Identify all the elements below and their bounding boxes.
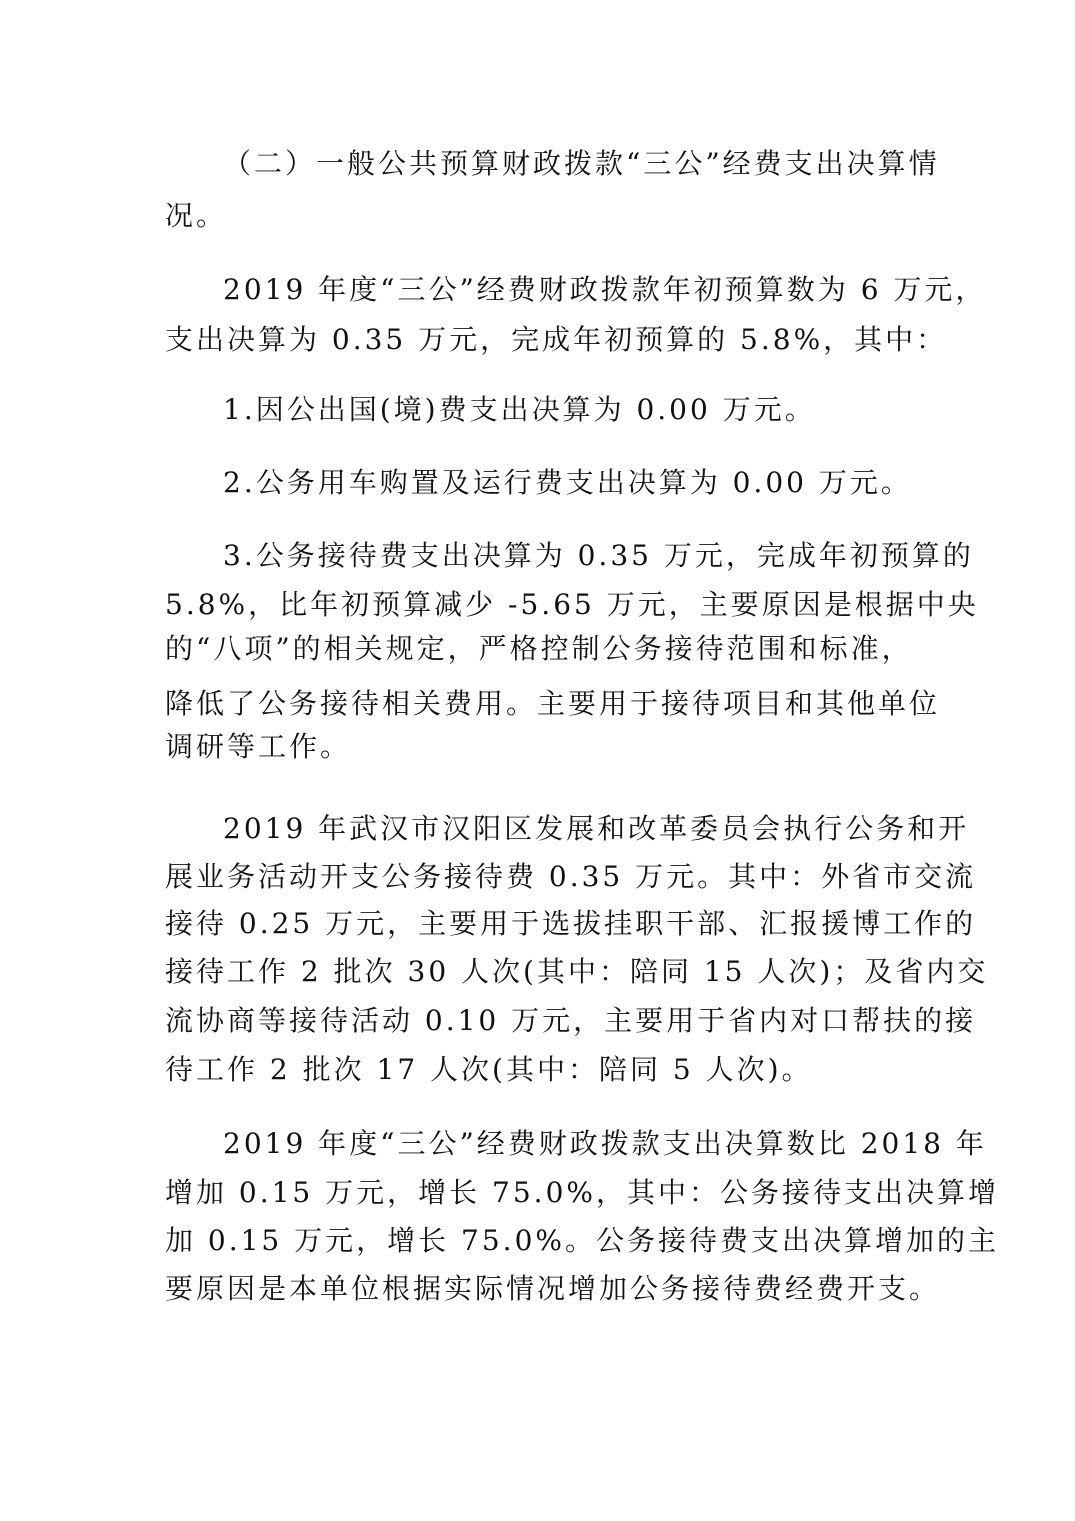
paragraph-line: 2019 年度“三公”经费财政拨款年初预算数为 6 万元， — [223, 273, 987, 306]
paragraph-line: 展业务活动开支公务接待费 0.35 万元。其中：外省市交流 — [165, 860, 977, 893]
section-heading-line: 况。 — [165, 199, 228, 232]
paragraph-line: 增加 0.15 万元，增长 75.0%，其中：公务接待支出决算增 — [165, 1176, 999, 1209]
paragraph-line: 2019 年武汉市汉阳区发展和改革委员会执行公务和开 — [223, 812, 970, 845]
paragraph-line: 1.因公出国(境)费支出决算为 0.00 万元。 — [223, 393, 816, 426]
section-heading-line: （二）一般公共预算财政拨款“三公”经费支出决算情 — [223, 147, 940, 180]
paragraph-line: 接待 0.25 万元，主要用于选拔挂职干部、汇报援博工作的 — [165, 907, 977, 940]
paragraph-line: 加 0.15 万元，增长 75.0%。公务接待费支出决算增加的主 — [165, 1224, 999, 1257]
paragraph-line: 流协商等接待活动 0.10 万元，主要用于省内对口帮扶的接 — [165, 1004, 977, 1037]
paragraph-line: 接待工作 2 批次 30 人次(其中：陪同 15 人次)；及省内交 — [165, 955, 989, 988]
paragraph-line: 的“八项”的相关规定，严格控制公务接待范围和标准， — [165, 632, 913, 665]
paragraph-line: 支出决算为 0.35 万元，完成年初预算的 5.8%，其中： — [165, 323, 948, 356]
paragraph-line: 要原因是本单位根据实际情况增加公务接待费经费开支。 — [165, 1272, 941, 1305]
paragraph-line: 2019 年度“三公”经费财政拨款支出决算数比 2018 年 — [223, 1127, 987, 1160]
paragraph-line: 5.8%，比年初预算减少 -5.65 万元，主要原因是根据中央 — [165, 588, 979, 621]
paragraph-line: 待工作 2 批次 17 人次(其中：陪同 5 人次)。 — [165, 1053, 813, 1086]
paragraph-line: 调研等工作。 — [165, 730, 352, 763]
paragraph-line: 3.公务接待费支出决算为 0.35 万元，完成年初预算的 — [223, 539, 974, 572]
paragraph-line: 2.公务用车购置及运行费支出决算为 0.00 万元。 — [223, 466, 912, 499]
paragraph-line: 降低了公务接待相关费用。主要用于接待项目和其他单位 — [165, 687, 941, 720]
